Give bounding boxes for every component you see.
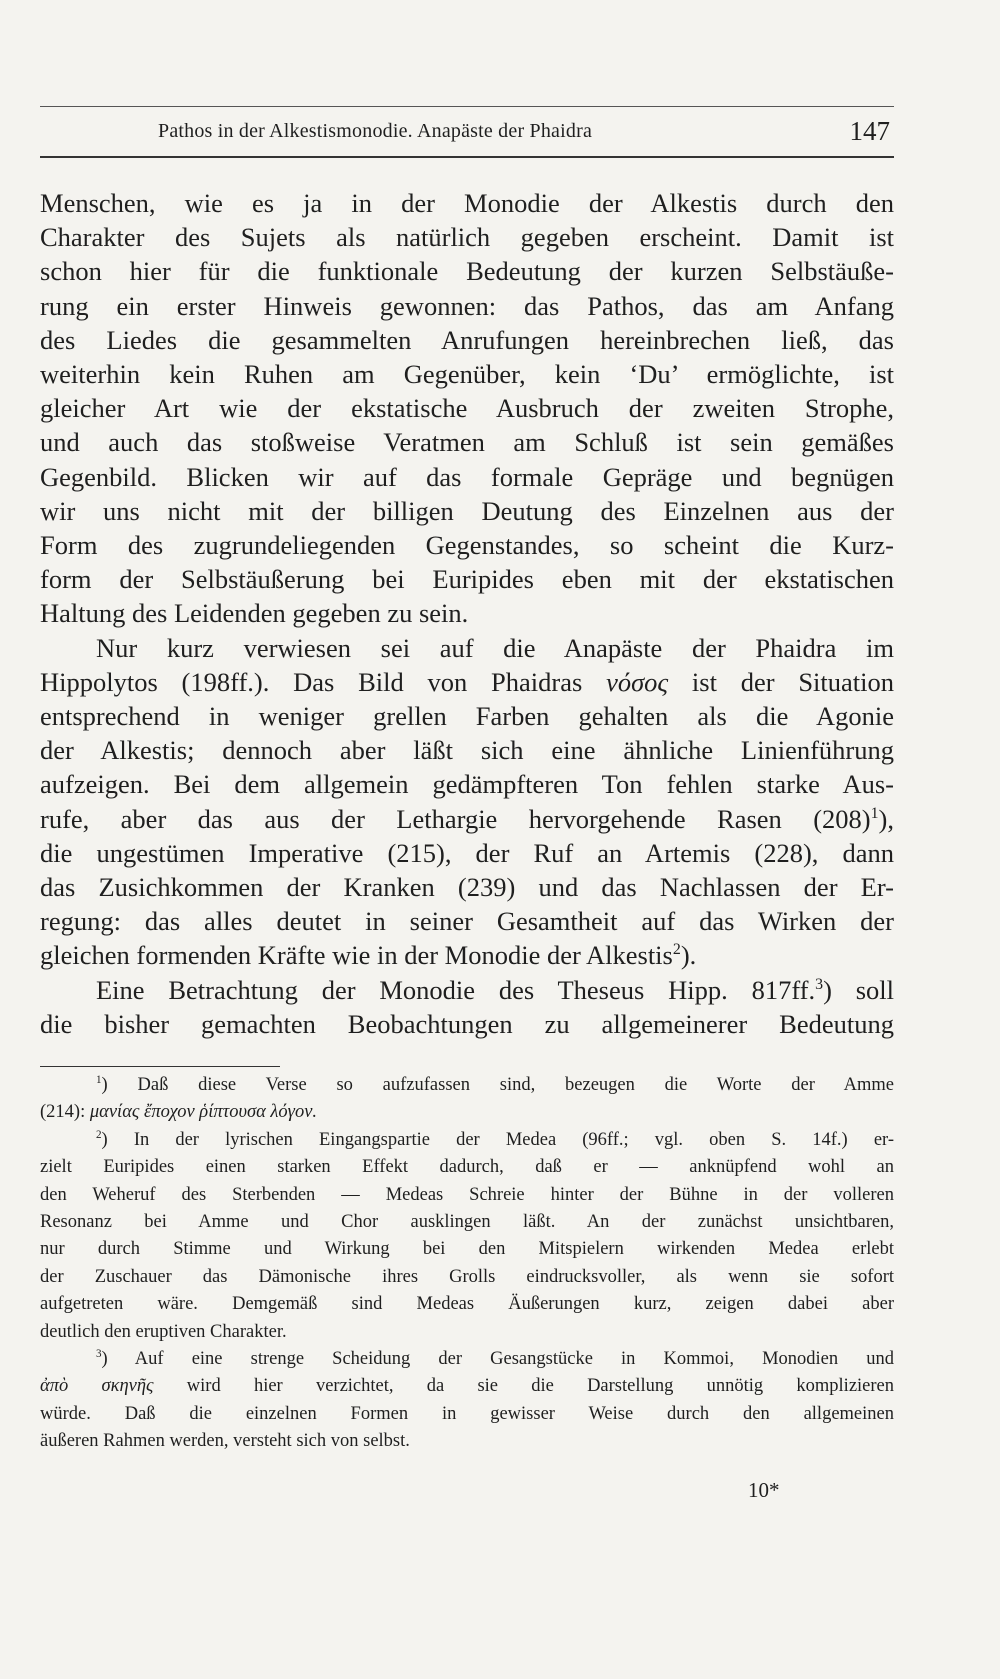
text-segment: wird hier verzichtet, da sie die Darstellung unnötig komplizieren — [186, 1376, 895, 1397]
text-segment: Hippolytos (198ff.). Das Bild von Phaidras — [40, 666, 583, 697]
text-line: die ungestümen Imperative (215), der Ruf an Artemis (228), dann — [40, 837, 894, 868]
greek-phrase: μανίας ἔποχον ῥίπτουσα λόγον. — [89, 1102, 318, 1123]
text-line: nur durch Stimme und Wirkung bei den Mitspielern wirkenden Medea erlebt — [40, 1239, 894, 1260]
paragraph-2 — [40, 631, 894, 973]
text-line: der Zuschauer das Dämonische ihres Grolls eindrucksvoller, als wenn sie sofort — [40, 1266, 894, 1287]
text-line: rung ein erster Hinweis gewonnen: das Pathos, das am Anfang — [40, 290, 894, 321]
text-line — [40, 938, 894, 972]
header-rule-top — [40, 106, 894, 107]
text-line — [40, 1072, 894, 1099]
text-line — [40, 665, 894, 699]
text-line: das Zusichkommen der Kranken (239) und das Nachlassen der Er- — [40, 872, 894, 903]
text-line: Nur kurz verwiesen sei auf die Anapäste der Phaidra im — [96, 632, 894, 663]
text-line — [40, 1099, 894, 1126]
running-title: Pathos in der Alkestismonodie. Anapäste der Phaidra — [158, 120, 593, 142]
text-line: Gegenbild. Blicken wir auf das formale Gepräge und begnügen — [40, 461, 894, 492]
text-line — [40, 1346, 894, 1373]
header-rule-bottom — [40, 156, 894, 158]
footnote-rule — [40, 1066, 280, 1067]
text-line: würde. Daß die einzelnen Formen in gewisser Weise durch den allgemeinen — [40, 1403, 894, 1424]
text-line: form der Selbstäußerung bei Euripides eben mit der ekstatischen — [40, 564, 894, 595]
text-line — [40, 973, 894, 1007]
text-line: Resonanz bei Amme und Chor ausklingen läßt. An der zunächst unsichtbaren, — [40, 1212, 894, 1233]
body-text — [40, 186, 894, 1041]
text-segment: (214): — [40, 1102, 86, 1123]
text-segment: ) In der lyrischen Eingangspartie der Medea (96ff.; vgl. oben S. 14f.) er- — [101, 1129, 894, 1150]
text-line: wir uns nicht mit der billigen Deutung des Einzelnen aus der — [40, 495, 894, 526]
text-line: aufzeigen. Bei dem allgemein gedämpfteren Ton fehlen starke Aus- — [40, 769, 894, 800]
footnote-ref[interactable]: 3 — [815, 975, 824, 993]
text-segment: ) soll — [823, 974, 894, 1005]
greek-phrase: ἀπὸ σκηνῆς — [40, 1376, 154, 1397]
text-segment: rufe, aber das aus der Lethargie hervorgehende Rasen (208) — [40, 803, 871, 834]
running-header — [40, 106, 894, 158]
footnote-2 — [40, 1127, 894, 1346]
text-line: des Liedes die gesammelten Anrufungen hereinbrechen ließ, das — [40, 324, 894, 355]
text-segment: gleichen formenden Kräfte wie in der Monodie der Alkestis — [40, 940, 673, 971]
text-line — [40, 1373, 894, 1400]
text-segment: ) Daß diese Verse so aufzufassen sind, bezeugen die Worte der Amme — [101, 1075, 894, 1095]
footnote-1 — [40, 1072, 894, 1127]
text-segment: ) Auf eine strenge Scheidung der Gesangstücke in Kommoi, Monodien und — [101, 1349, 894, 1370]
footnote-3 — [40, 1346, 894, 1456]
text-line: weiterhin kein Ruhen am Gegenüber, kein ‘Du’ ermöglichte, ist — [40, 359, 894, 390]
text-line: Form des zugrundeliegenden Gegenstandes, so scheint die Kurz- — [40, 530, 894, 561]
text-line: den Weheruf des Sterbenden — Medeas Schreie hinter der Bühne in der volleren — [40, 1184, 894, 1205]
text-line: aufgetreten wäre. Demgemäß sind Medeas Äußerungen kurz, zeigen dabei aber — [40, 1294, 894, 1315]
text-segment: Eine Betrachtung der Monodie des Theseus Hipp. 817ff. — [96, 974, 816, 1005]
paragraph-3 — [40, 973, 894, 1041]
text-line: zielt Euripides einen starken Effekt dadurch, daß er — anknüpfend wohl an — [40, 1157, 894, 1178]
text-line: Menschen, wie es ja in der Monodie der Alkestis durch den — [40, 188, 894, 218]
text-line: gleicher Art wie der ekstatische Ausbruch der zweiten Strophe, — [40, 393, 894, 424]
footnote-ref[interactable]: 2 — [672, 941, 681, 959]
text-line: deutlich den eruptiven Charakter. — [40, 1321, 287, 1342]
text-line: äußeren Rahmen werden, versteht sich von selbst. — [40, 1431, 410, 1452]
text-segment: ). — [680, 940, 697, 971]
footnote-marker: 2 — [96, 1128, 102, 1141]
text-line — [40, 1127, 894, 1154]
text-line: entsprechend in weniger grellen Farben gehalten als die Agonie — [40, 701, 894, 732]
footnote-ref[interactable]: 1 — [870, 804, 879, 822]
text-line: der Alkestis; dennoch aber läßt sich eine ähnliche Linienführung — [40, 735, 894, 766]
paragraph-1 — [40, 186, 894, 631]
text-line: regung: das alles deutet in seiner Gesamtheit auf das Wirken der — [40, 906, 894, 937]
text-segment: ), — [878, 803, 894, 834]
greek-word: νόσος — [606, 666, 669, 697]
text-line: schon hier für die funktionale Bedeutung der kurzen Selbstäuße- — [40, 256, 894, 287]
text-line — [40, 802, 894, 836]
footnotes — [40, 1072, 894, 1456]
text-line: und auch das stoßweise Veratmen am Schluß ist sein gemäßes — [40, 427, 894, 458]
signature-mark: 10* — [748, 1478, 780, 1502]
text-segment: ist der Situation — [691, 666, 895, 697]
page-number: 147 — [849, 116, 890, 146]
footnote-marker: 1 — [96, 1073, 102, 1086]
text-line: Haltung des Leidenden gegeben zu sein. — [40, 598, 469, 629]
text-line: Charakter des Sujets als natürlich gegeben erscheint. Damit ist — [40, 222, 894, 253]
text-line: die bisher gemachten Beobachtungen zu allgemeinerer Bedeutung — [40, 1008, 894, 1039]
footnote-marker: 3 — [96, 1347, 102, 1360]
